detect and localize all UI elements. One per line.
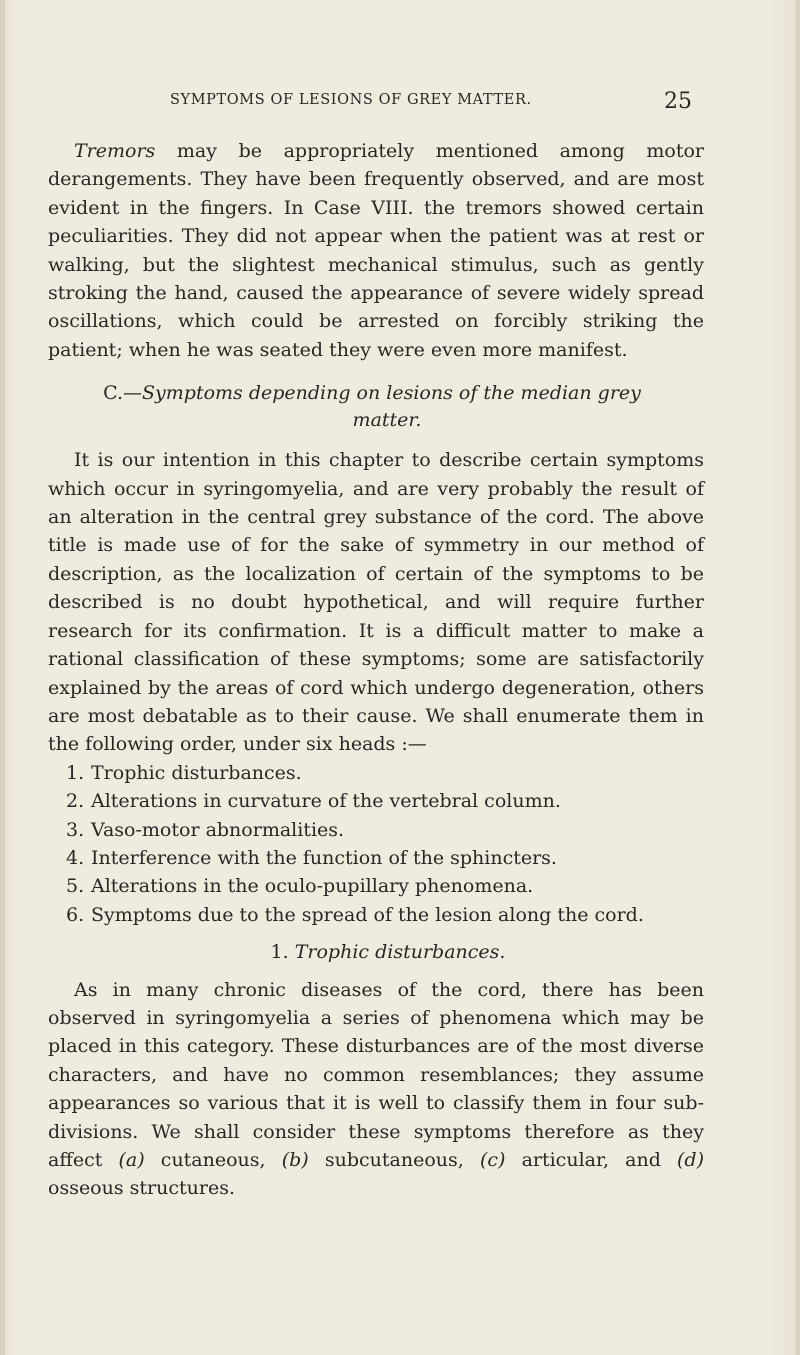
page-left-edge: [0, 0, 5, 1355]
marker-d: (d): [677, 1149, 705, 1171]
subsection-number: 1.: [270, 941, 289, 964]
list-item-number: 5.: [66, 875, 85, 898]
marker-b: (b): [281, 1149, 309, 1171]
list-item-text: Symptoms due to the spread of the lesion along the cord.: [91, 903, 644, 926]
paragraph-intro: It is our intention in this chapter to describe certain symptoms which occur in syringomyelia, and are very probably the result of an alteration in the central grey substance of the cord. The above title is made use of for the sake of symmetry in our method of description, as the localization of certain of the symptoms to be described is no doubt hypothetical, and will require further research for its confirmation. It is a difficult matter to make a rational classification of these symptoms; some are satisfactorily explained by the areas of cord which undergo degeneration, others are most debatable as to their cause. We shall enumerate them in the following order, under six heads :—: [48, 449, 704, 756]
list-item-number: 6.: [66, 903, 85, 926]
list-item: [48, 844, 704, 872]
marker-a: (a): [118, 1149, 145, 1171]
marker-a-text: cutaneous,: [160, 1149, 266, 1171]
marker-b-text: subcutaneous,: [324, 1149, 464, 1171]
page-right-edge: [796, 0, 800, 1355]
symptom-list: [48, 759, 704, 929]
subsection-title: Trophic disturbances.: [294, 941, 506, 964]
list-item-number: 2.: [66, 790, 85, 813]
paragraph-trophic: [48, 976, 704, 1203]
section-title-continuation: matter.: [352, 409, 422, 432]
list-item-text: Alterations in curvature of the vertebral column.: [91, 790, 561, 813]
section-label: C.—: [103, 382, 143, 405]
subsection-heading: [48, 938, 704, 966]
list-item-text: Trophic disturbances.: [91, 761, 302, 784]
section-title: Symptoms depending on lesions of the median grey: [142, 382, 641, 405]
paragraph-trophic-text: As in many chronic diseases of the cord, there has been observed in syringomyelia a series of phenomena which may be placed in this category. These disturbances are of the most diverse characters, and have no common resemblances; they assume appearances so various that it is well to classify them in four sub-divisions. We shall consider these symptoms therefore as they affect: [48, 978, 704, 1171]
list-item-number: 4.: [66, 846, 85, 869]
list-item: [48, 816, 704, 844]
list-item-number: 3.: [66, 818, 85, 841]
tremors-word: Tremors: [74, 140, 156, 162]
page-header: [170, 89, 692, 122]
list-item-text: Interference with the function of the sphincters.: [91, 846, 557, 869]
list-item: [48, 872, 704, 900]
list-item: [48, 759, 704, 787]
list-item-number: 1.: [66, 761, 85, 784]
page-body: [48, 137, 704, 1203]
running-head: SYMPTOMS OF LESIONS OF GREY MATTER.: [170, 92, 532, 108]
section-heading-c: [48, 380, 704, 434]
paragraph-tremors: [48, 137, 704, 364]
marker-c-text: articular, and: [521, 1149, 661, 1171]
paragraph-tremors-text: may be appropriately mentioned among motor derangements. They have been frequently observed, and are most evident in the fingers. In Case VIII. the tremors showed certain peculiarities. They did not appear when the patient was at rest or walking, but the slightest mechanical stimulus, such as gently stroking the hand, caused the appearance of severe widely spread oscillations, which could be arrested on forcibly striking the patient; when he was seated they were even more manifest.: [48, 140, 704, 361]
list-item: [48, 901, 704, 929]
list-item-text: Alterations in the oculo-pupillary phenomena.: [91, 875, 534, 898]
list-item: [48, 787, 704, 815]
page-number: 25: [664, 89, 692, 114]
list-item-text: Vaso-motor abnormalities.: [91, 818, 345, 841]
marker-d-text: osseous structures.: [48, 1177, 235, 1200]
marker-c: (c): [479, 1149, 506, 1171]
